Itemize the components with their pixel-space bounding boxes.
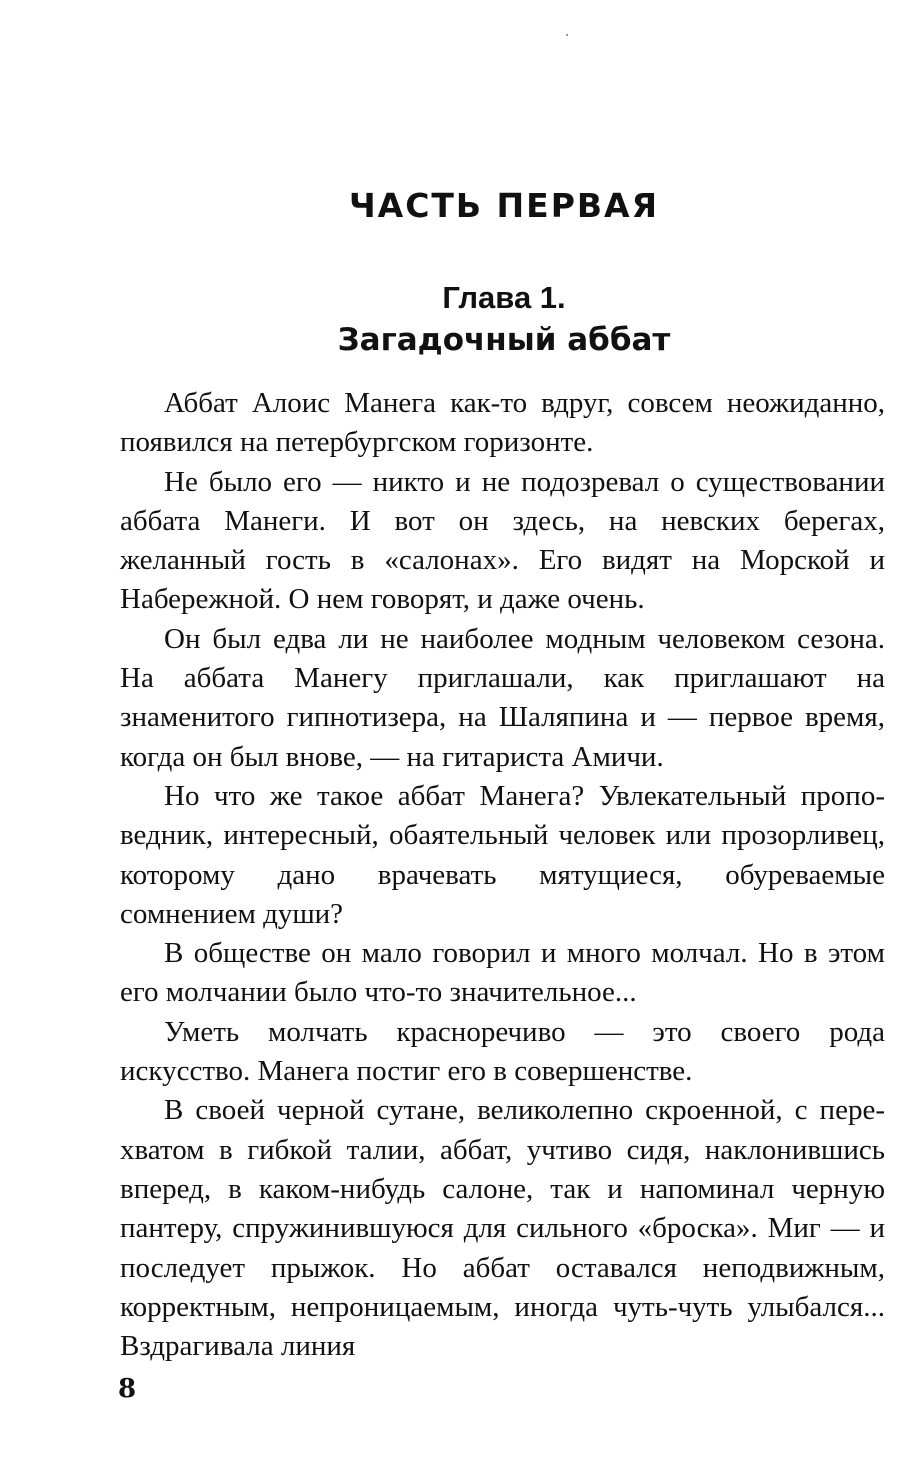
paragraph: Аббат Алоис Манега как-то вдруг, совсем неожиданно, появился на петербургском горизонте.: [120, 387, 885, 459]
paragraph: В обществе он мало говорил и много молчал. Но в этом его молчании было что-то значительное...: [120, 937, 885, 1009]
chapter-title: Загадочный аббат: [337, 322, 671, 358]
part-title: ЧАСТЬ ПЕРВАЯ: [348, 186, 660, 225]
paragraph: Не было его — никто и не подозревал о существовании аббата Манеги. И вот он здесь, на невских берегах, желанный гость в «салонах». Его видят на Морской и Набережной. О нем говорят, и даже очень.: [120, 465, 885, 616]
page-number: 8: [118, 1374, 137, 1404]
paragraph: Но что же такое аббат Манега? Увлекательный проповедник, интересный, обаятельный человек или прозорливец, которому дано врачевать мятущиеся, обуреваемые сомнением души?: [120, 779, 885, 930]
body-text: [120, 384, 885, 1366]
paragraph: В своей черной сутане, великолепно скроенной, с перехватом в гибкой талии, аббат, учтиво сидя, наклонившись вперед, в каком-нибудь салоне, так и напоминал черную пантеру, спружинившуюся для сильного «броска». Миг — и последует прыжок. Но аббат оставался неподвижным, корректным, непроницаемым, иногда чуть-чуть улыбался... Вздрагивала линия: [120, 1094, 885, 1363]
speck-mark: [566, 34, 568, 36]
chapter-number: Глава 1.: [442, 280, 566, 315]
paragraph: Уметь молчать красноречиво — это своего рода искусство. Манега постиг его в совершенстве.: [120, 1015, 885, 1088]
paragraph: Он был едва ли не наиболее модным человеком сезона. На аббата Манегу приглашали, как приглашают на знаменитого гипнотизера, на Шаляпина и — первое время, когда он был внове, — на гитариста Амичи.: [120, 622, 885, 773]
